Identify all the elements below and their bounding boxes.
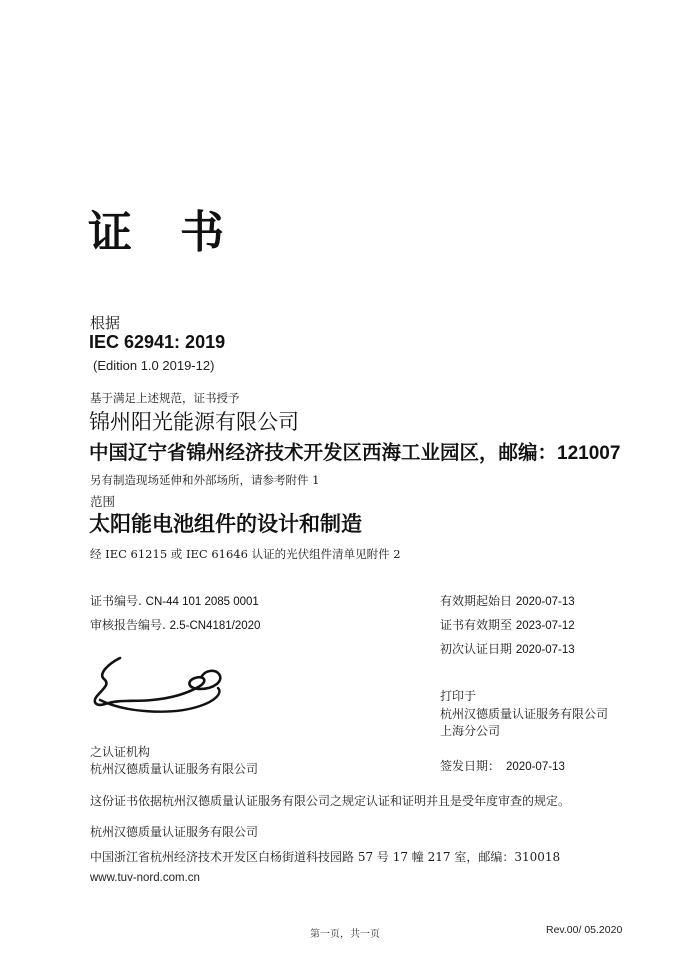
address-text: 中国辽宁省锦州经济技术开发区西海工业园区，邮编： bbox=[89, 441, 558, 464]
scope-label: 范围 bbox=[90, 494, 116, 509]
certified-company-name: 锦州阳光能源有限公司 bbox=[89, 410, 299, 434]
printed-at-company: 杭州汉德质量认证服务有限公司 bbox=[440, 706, 609, 721]
issue-date-label: 签发日期： bbox=[440, 759, 501, 773]
footer-address: 中国浙江省杭州经济技术开发区白杨街道科技园路 57 号 17 幢 217 室，邮编：310018 bbox=[90, 850, 561, 864]
valid-to-value: 2023-07-12 bbox=[515, 620, 575, 632]
printed-at-branch: 上海分公司 bbox=[440, 724, 501, 738]
postal-code: 121007 bbox=[557, 443, 621, 464]
standard-number: IEC 62941: 2019 bbox=[89, 332, 226, 352]
certificate-number-value: CN-44 101 2085 0001 bbox=[145, 596, 259, 608]
certified-company-address bbox=[89, 437, 620, 465]
audit-report-value: 2.5-CN4181/2020 bbox=[169, 620, 261, 632]
initial-certification-value: 2020-07-13 bbox=[515, 644, 575, 656]
printed-at-label: 打印于 bbox=[440, 689, 477, 703]
valid-to-label: 证书有效期至 bbox=[440, 618, 513, 632]
footer-website: www.tuv-nord.com.cn bbox=[90, 872, 200, 884]
revision-label: Rev.00/ 05.2020 bbox=[546, 924, 623, 936]
footer-company: 杭州汉德质量认证服务有限公司 bbox=[90, 825, 259, 839]
legal-statement: 这份证书依据杭州汉德质量认证服务有限公司之规定认证和证明并且是受年度审查的规定。 bbox=[90, 794, 571, 808]
printed-at-block bbox=[440, 688, 608, 741]
certifier-label: 之认证机构 bbox=[90, 745, 151, 759]
standard-edition: (Edition 1.0 2019-12) bbox=[93, 358, 215, 373]
sites-note: 另有制造现场延伸和外部场所，请参考附件 1 bbox=[90, 473, 320, 487]
grant-intro: 基于满足上述规范，证书授予 bbox=[90, 391, 240, 405]
certifier-block bbox=[90, 744, 258, 777]
audit-report-row bbox=[90, 616, 260, 633]
initial-certification-row bbox=[440, 640, 575, 657]
scope-note: 经 IEC 61215 或 IEC 61646 认证的光伏组件清单见附件 2 bbox=[90, 547, 401, 561]
scope-text: 太阳能电池组件的设计和制造 bbox=[89, 511, 362, 536]
signature bbox=[82, 648, 247, 726]
issue-date-value: 2020-07-13 bbox=[506, 761, 565, 773]
audit-report-label: 审核报告编号. bbox=[90, 618, 166, 632]
valid-from-row bbox=[440, 592, 575, 609]
certifier-company: 杭州汉德质量认证服务有限公司 bbox=[90, 761, 259, 776]
certificate-title: 证 书 bbox=[88, 207, 226, 258]
page-number-info: 第一页，共一页 bbox=[310, 929, 380, 940]
valid-from-label: 有效期起始日 bbox=[440, 594, 513, 608]
issue-date-row bbox=[440, 757, 565, 774]
certificate-number-label: 证书编号. bbox=[90, 594, 142, 608]
valid-to-row bbox=[440, 616, 575, 633]
valid-from-value: 2020-07-13 bbox=[515, 596, 575, 608]
certificate-number-row bbox=[90, 592, 259, 609]
initial-certification-label: 初次认证日期 bbox=[440, 642, 513, 656]
basis-label: 根据 bbox=[90, 314, 121, 332]
